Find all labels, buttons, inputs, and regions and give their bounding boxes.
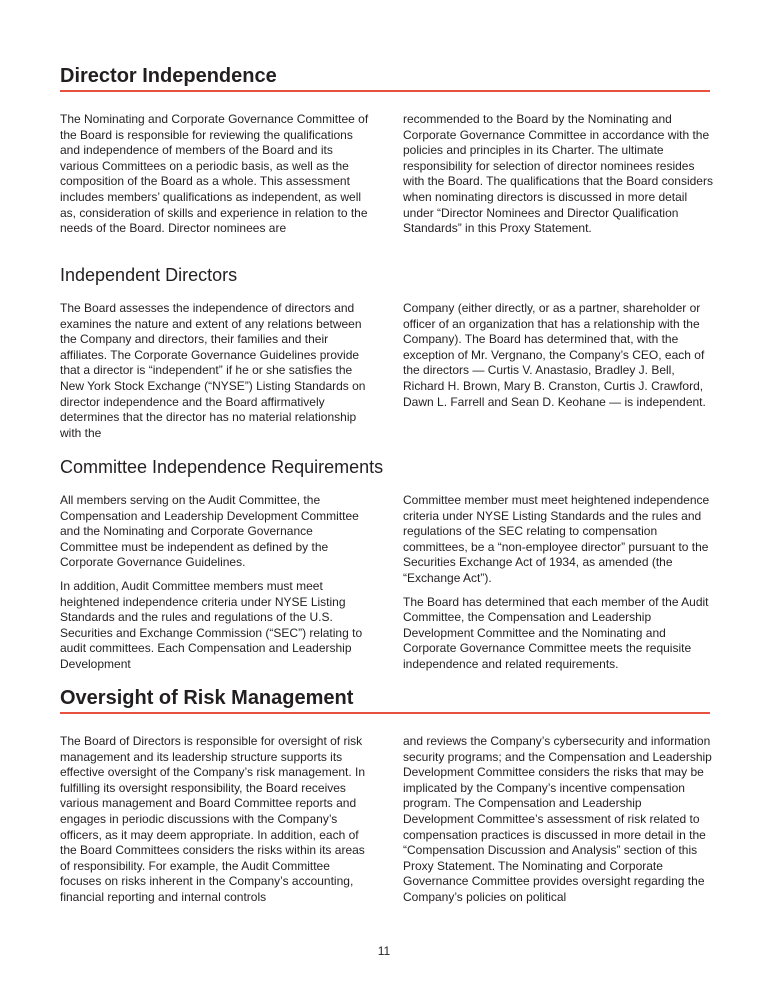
paragraph: Company (either directly, or as a partner, shareholder or officer of an organization that has a relationship with the Company). The Board has determined that, with the exception of Mr. Vergnano, the Company’s CEO, each of the directors — Curtis V. Anastasio, Bradley J. Bell, Richard H. Brown, Mary B. Cranston, Curtis J. Crawford, Dawn L. Farrell and Sean D. Keohane — is independent. [403, 301, 706, 409]
independent-directors-left-column [60, 301, 370, 449]
director-independence-right-column [403, 112, 713, 245]
paragraph: The Board of Directors is responsible for oversight of risk management and its leadership structure supports its effective oversight of the Company’s risk management. In fulfilling its oversight responsibility, the Board receives various management and Board Committee reports and engages in periodic discussions with the Company’s officers, as it may deem appropriate. In addition, each of the Board Committees considers the risks within its areas of responsibility. For example, the Audit Committee focuses on risks inherent in the Company’s accounting, financial reporting and internal controls [60, 734, 366, 904]
paragraph: The Board has determined that each member of the Audit Committee, the Compensation and Leadership Development Committee and the Nominating and Corporate Governance Committee meets the requisite independence and related requirements. [403, 594, 709, 671]
heading-oversight-of-risk-management: Oversight of Risk Management [60, 686, 710, 714]
paragraph: The Nominating and Corporate Governance Committee of the Board is responsible for reviewing the qualifications and independence of members of the Board and its various Committees on a periodic basis, as well as the composition of the Board as a whole. This assessment includes members’ qualifications as independent, as well as, consideration of skills and experience in relation to the needs of the Board. Director nominees are [60, 112, 369, 236]
director-independence-left-column [60, 112, 370, 245]
paragraph: and reviews the Company’s cybersecurity and information security programs; and the Compensation and Leadership Development Committee considers the risks that may be implicated by the Company’s incentive compensation program. The Compensation and Leadership Development Committee’s assessment of risk related to compensation practices is discussed in more detail in the “Compensation Discussion and Analysis” section of this Proxy Statement. The Nominating and Corporate Governance Committee provides oversight regarding the Company’s policies on political [403, 734, 712, 904]
heading-independent-directors: Independent Directors [60, 265, 238, 285]
committee-requirements-left-column [60, 493, 370, 681]
paragraph: recommended to the Board by the Nominating and Corporate Governance Committee in accordance with the policies and principles in its Charter. The ultimate responsibility for selection of director nominees resides with the Board. The qualifications that the Board considers when nominating directors is discussed in more detail under “Director Nominees and Director Qualification Standards” in this Proxy Statement. [403, 112, 713, 236]
risk-oversight-right-column [403, 734, 713, 914]
paragraph: All members serving on the Audit Committee, the Compensation and Leadership Development Committee and the Nominating and Corporate Governance Committee must be independent as defined by the Corporate Governance Guidelines. [60, 493, 359, 570]
paragraph: Committee member must meet heightened independence criteria under NYSE Listing Standards and the rules and regulations of the SEC relating to compensation committees, be a “non-employee director” pursuant to the Securities Exchange Act of 1934, as amended (the “Exchange Act”). [403, 493, 710, 585]
heading-committee-independence-requirements: Committee Independence Requirements [60, 457, 384, 477]
paragraph: The Board assesses the independence of directors and examines the nature and extent of any relations between the Company and directors, their families and their affiliates. The Corporate Governance Guidelines provide that a director is “independent” if he or she satisfies the New York Stock Exchange (“NYSE”) Listing Standards on director independence and the Board affirmatively determines that the director has no material relationship with the [60, 301, 366, 440]
committee-requirements-right-column [403, 493, 713, 681]
page-number: 11 [377, 944, 391, 958]
paragraph: In addition, Audit Committee members must meet heightened independence criteria under NYSE Listing Standards and the rules and regulations of the U.S. Securities and Exchange Commission (“SEC”) relating to audit committees. Each Compensation and Leadership Development [60, 578, 363, 671]
risk-oversight-left-column [60, 734, 370, 914]
heading-director-independence: Director Independence [60, 64, 710, 92]
independent-directors-right-column [403, 301, 713, 418]
